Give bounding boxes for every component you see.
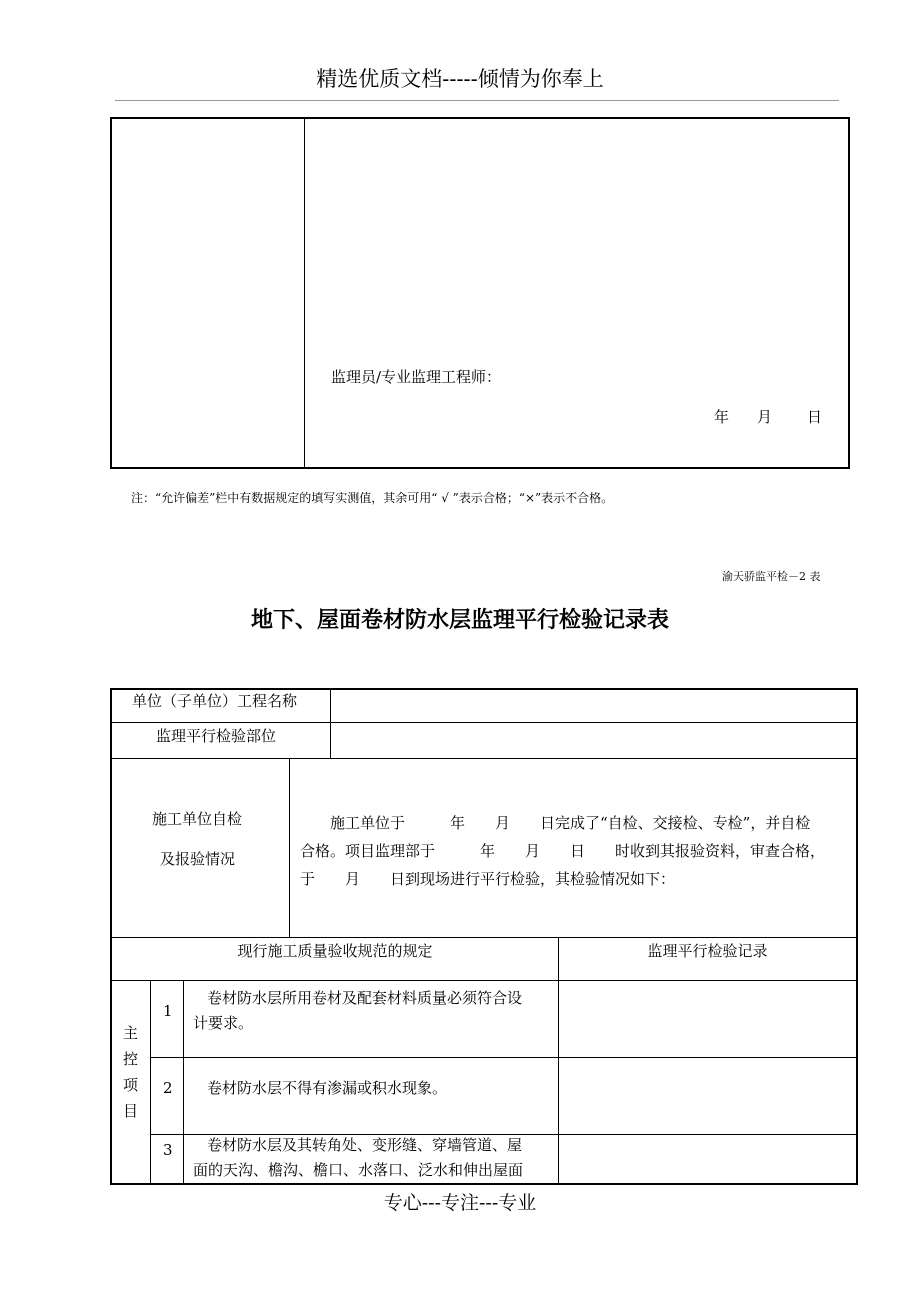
date-year: 年 [714,408,730,426]
vrule-selfcheck [289,758,290,937]
item-3-no: 3 [163,1141,173,1159]
vrule-group-col [150,980,151,1185]
group-label-char-4: 目 [123,1102,139,1120]
header-divider [115,100,839,101]
main-table-border-bottom [110,1183,858,1185]
item-2-record[interactable] [559,1058,856,1134]
inspection-part-label: 监理平行检验部位 [156,727,277,745]
vrule-no-col [183,980,184,1185]
top-table-border-right [848,117,850,469]
self-check-text-line3: 于 月 日到现场进行平行检验，其检验情况如下： [300,870,676,888]
col-header-record: 监理平行检验记录 [647,941,768,960]
form-code: 渝天骄监平检－2 表 [722,570,821,583]
item-1-no: 1 [163,1002,173,1020]
rule-after-row2 [110,758,858,759]
item-3-record[interactable] [559,1135,856,1183]
group-label-char-1: 主 [123,1024,139,1042]
self-check-text-line2: 合格。项目监理部于 年 月 日 时收到其报验资料，审查合格， [300,842,826,860]
item-2-no: 2 [163,1079,173,1097]
item-3-line1: 卷材防水层及其转角处、变形缝、穿墙管道、屋 [207,1136,523,1154]
signature-label: 监理员/专业监理工程师： [331,368,502,386]
top-table-divider [304,117,305,469]
inspection-part-value[interactable] [331,723,856,758]
self-check-label-line2: 及报验情况 [160,850,236,868]
project-name-label: 单位（子单位）工程名称 [132,692,298,710]
note-text: 注：“允许偏差”栏中有数据规定的填写实测值，其余可用“ √ ”表示合格；“×”表示不合格。 [131,491,614,505]
page-header: 精选优质文档-----倾情为你奉上 [316,67,604,91]
date-day: 日 [807,408,823,426]
group-label-char-3: 项 [123,1076,139,1094]
self-check-text-line1: 施工单位于 年 月 日完成了“自检、交接检、专检”，并自检 [330,814,811,832]
item-1-line1: 卷材防水层所用卷材及配套材料质量必须符合设 [207,989,523,1007]
project-name-value[interactable] [331,690,856,722]
item-1-line2: 计要求。 [193,1014,254,1032]
top-table [110,117,850,469]
group-label-char-2: 控 [123,1050,139,1068]
col-header-spec: 现行施工质量验收规范的规定 [237,941,433,960]
top-table-border-bottom [110,467,850,469]
top-table-border-top [110,117,850,119]
item-2-line1: 卷材防水层不得有渗漏或积水现象。 [207,1079,448,1097]
date-month: 月 [757,408,773,426]
self-check-label-line1: 施工单位自检 [152,810,243,828]
item-3-line2: 面的天沟、檐沟、檐口、水落口、泛水和伸出屋面 [193,1161,524,1179]
page-footer: 专心---专注---专业 [383,1192,537,1214]
form-title: 地下、屋面卷材防水层监理平行检验记录表 [250,607,669,633]
item-1-record[interactable] [559,981,856,1057]
top-table-border-left [110,117,112,469]
main-table [110,688,858,1185]
